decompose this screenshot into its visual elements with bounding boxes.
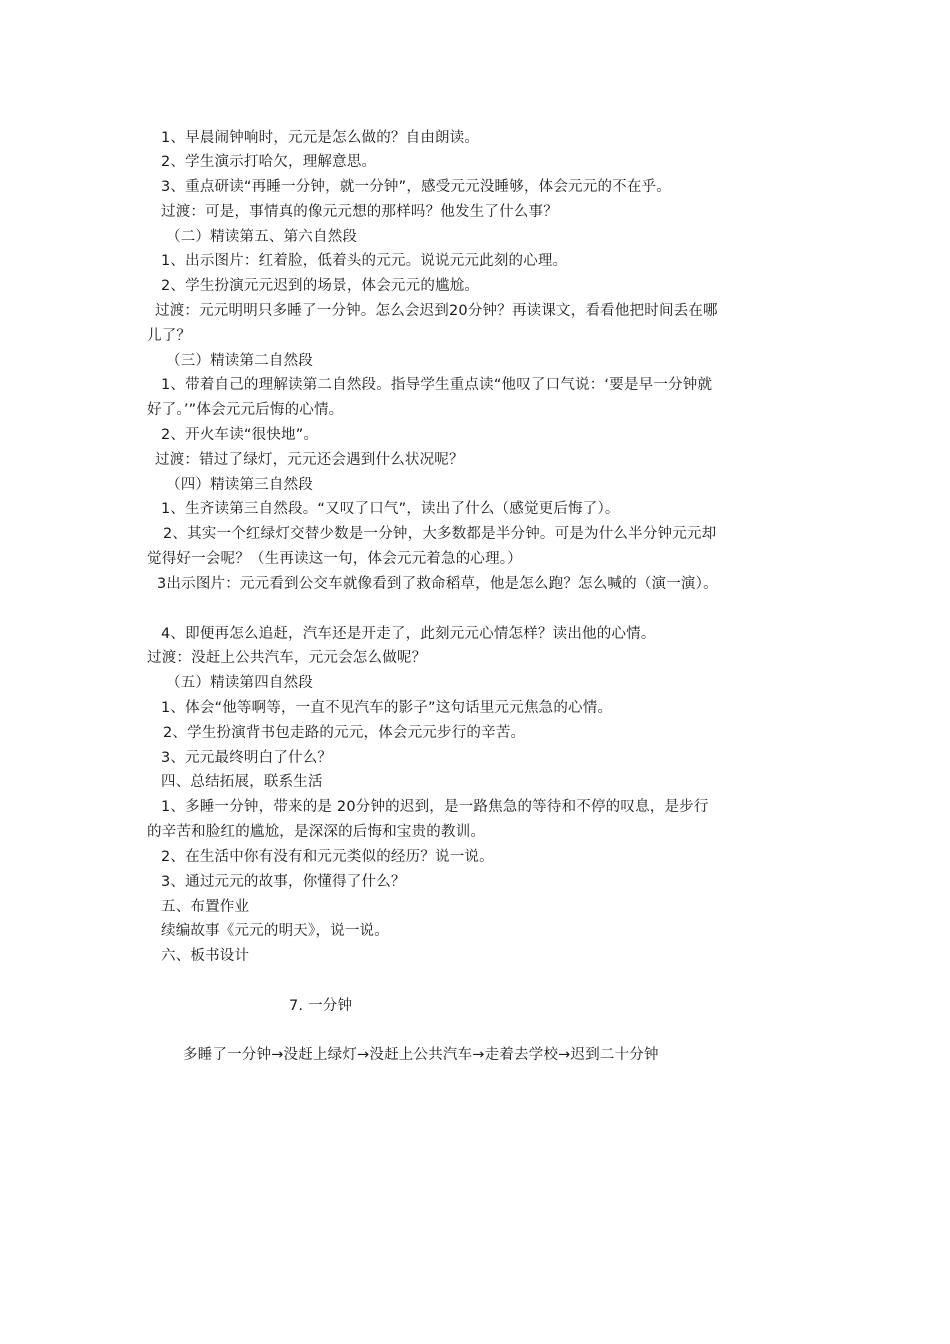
text-line: 3、重点研读“再睡一分钟，就一分钟”，感受元元没睡够，体会元元的不在乎。 [161,179,671,195]
text-line: 的辛苦和脸红的尴尬，是深深的后悔和宝贵的教训。 [147,824,486,840]
text-line: 2、学生演示打哈欠，理解意思。 [161,154,377,170]
text-line: 过渡：错过了绿灯，元元还会遇到什么状况呢？ [155,452,464,468]
text-line: 2、其实一个红绿灯交替少数是一分钟，大多数都是半分钟。可是为什么半分钟元元却 [163,526,717,542]
text-line: 3出示图片：元元看到公交车就像看到了救命稻草，他是怎么跑？怎么喊的（演一演）。 [157,576,718,592]
board-flow: 多睡了一分钟→没赶上绿灯→没赶上公共汽车→走着去学校→迟到二十分钟 [183,1047,659,1063]
section-heading: （二）精读第五、第六自然段 [166,229,358,245]
text-line: 过渡：可是，事情真的像元元想的那样吗？他发生了什么事？ [161,204,558,220]
text-line: 过渡：元元明明只多睡了一分钟。怎么会迟到20分钟？再读课文，看看他把时间丢在哪 [155,303,718,319]
section-heading: （四）精读第三自然段 [166,477,313,493]
text-line: 续编故事《元元的明天》，说一说。 [161,923,389,939]
text-line: 1、早晨闹钟响时，元元是怎么做的？自由朗读。 [161,130,480,146]
text-line: 3、通过元元的故事，你懂得了什么？ [161,874,406,890]
text-line: 4、即便再怎么追赶，汽车还是开走了，此刻元元心情怎样？读出他的心情。 [161,626,656,642]
text-line: 觉得好一会呢？（生再读这一句，体会元元着急的心理。） [147,551,522,567]
text-line: 3、元元最终明白了什么？ [161,750,333,766]
text-line: 1、多睡一分钟，带来的是 20分钟的迟到，是一路焦急的等待和不停的叹息，是步行 [161,799,709,815]
section-heading: 六、板书设计 [161,948,250,964]
text-line: 1、生齐读第三自然段。“又叹了口气”，读出了什么（感觉更后悔了）。 [161,501,620,517]
section-heading: （五）精读第四自然段 [166,675,313,691]
section-heading: 四、总结拓展，联系生活 [161,774,323,790]
text-line: 2、开火车读“很快地”。 [161,427,319,443]
text-line: 儿了？ [147,328,192,344]
section-heading: （三）精读第二自然段 [166,353,313,369]
text-line: 2、学生扮演元元迟到的场景，体会元元的尴尬。 [161,278,480,294]
text-line: 2、在生活中你有没有和元元类似的经历？说一说。 [161,849,494,865]
text-line: 过渡：没赶上公共汽车，元元会怎么做呢？ [147,650,427,666]
text-line: 2、学生扮演背书包走路的元元，体会元元步行的辛苦。 [163,725,526,741]
text-line: 1、出示图片：红着脸，低着头的元元。说说元元此刻的心理。 [161,253,568,269]
board-title: 7. 一分钟 [289,998,353,1014]
text-line: 1、带着自己的理解读第二自然段。指导学生重点读“他叹了口气说：‘要是早一分钟就 [161,377,713,393]
text-line: 1、体会“他等啊等，一直不见汽车的影子”这句话里元元焦急的心情。 [161,700,613,716]
text-line: 好了。’”体会元元后悔的心情。 [147,402,344,418]
section-heading: 五、布置作业 [161,899,250,915]
